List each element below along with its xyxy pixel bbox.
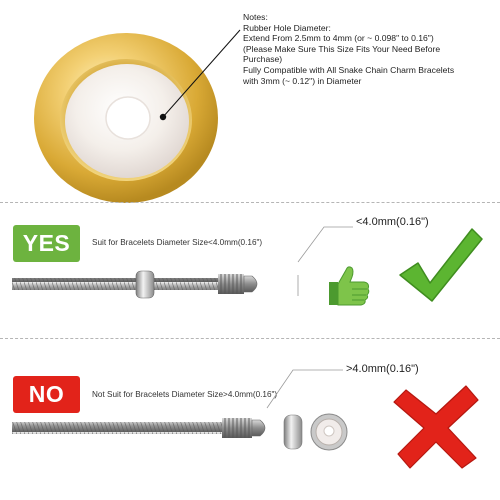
section-divider	[0, 202, 500, 203]
check-mark-icon	[396, 223, 486, 303]
yes-caption: Suit for Bracelets Diameter Size<4.0mm(0.16")	[92, 238, 263, 247]
no-dimension-label: >4.0mm(0.16")	[346, 363, 419, 375]
no-caption: Not Suit for Bracelets Diameter Size>4.0mm(0.16")	[92, 390, 278, 399]
yes-dimension-label: <4.0mm(0.16")	[356, 216, 429, 228]
notes-line: Extend From 2.5mm to 4mm (or ~ 0.098" to 0.16")	[243, 33, 434, 44]
notes-line: Purchase)	[243, 54, 283, 65]
notes-line: Rubber Hole Diameter:	[243, 22, 331, 33]
section-divider	[0, 338, 500, 339]
notes-text-block	[243, 12, 498, 86]
cross-mark-icon	[392, 384, 482, 470]
notes-heading: Notes:	[243, 12, 268, 22]
yes-badge: YES	[13, 225, 80, 262]
notes-line: (Please Make Sure This Size Fits Your Need Before	[243, 43, 441, 54]
notes-line: with 3mm (~ 0.12") in Diameter	[243, 75, 362, 86]
notes-line: Fully Compatible with All Snake Chain Charm Bracelets	[243, 64, 455, 75]
no-badge: NO	[13, 376, 80, 413]
thumbs-up-icon	[326, 262, 372, 308]
